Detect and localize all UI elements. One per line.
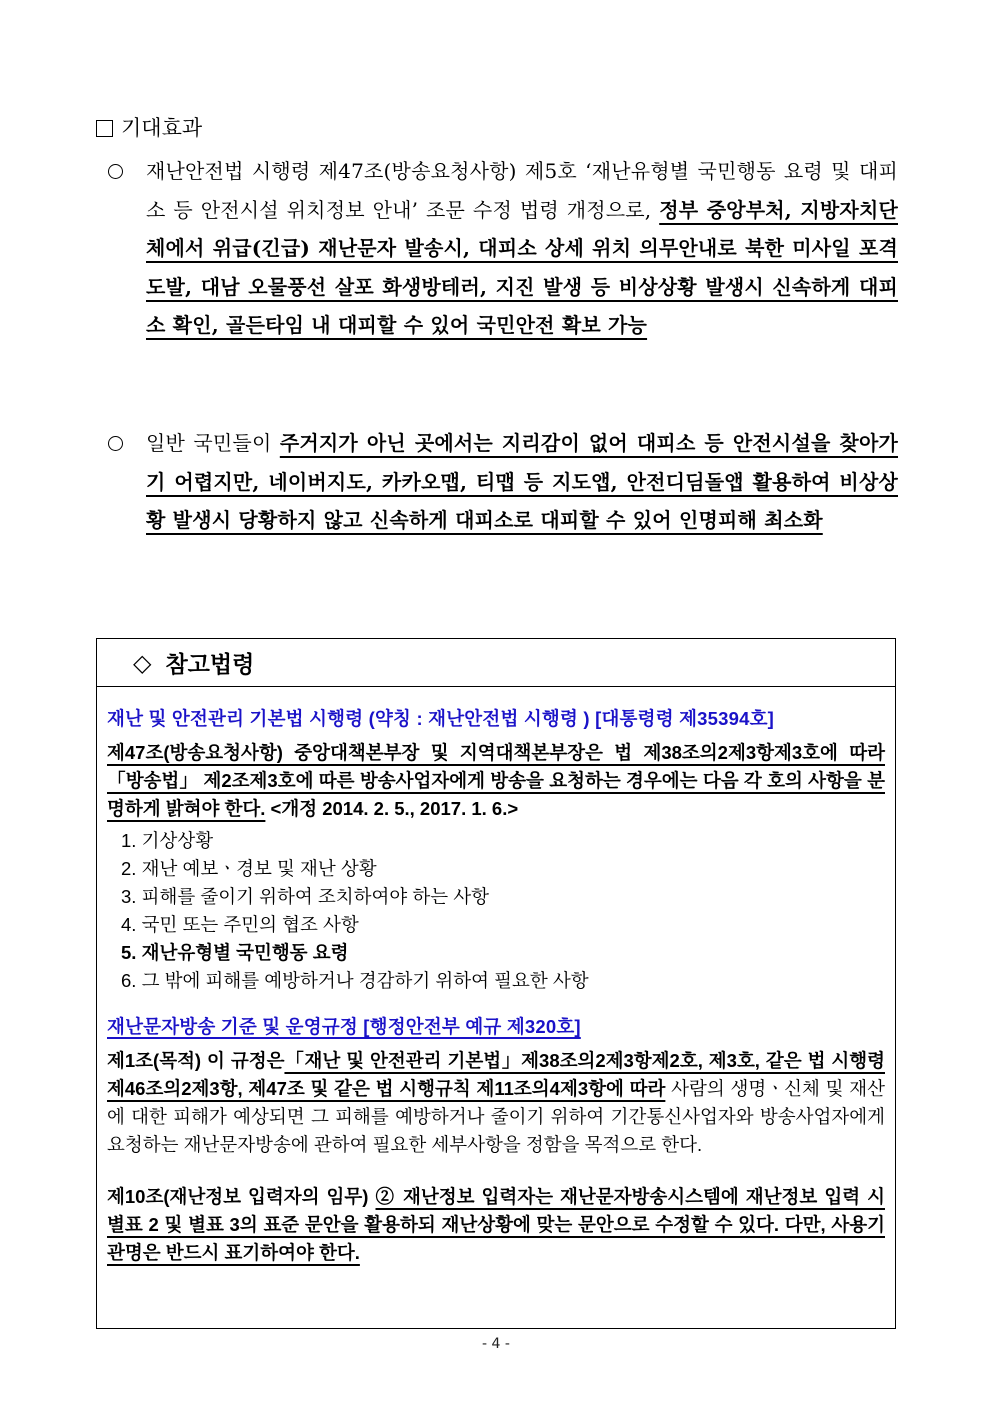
article-1-rest: 사람의 생명ㆍ신체 및 재산에 대한 피해가 예상되면 그 피해를 예방하거나 줄이기 위하여 기간통신사업자와 방송사업자에게 요청하는 재난문자방송에 관하여 필요한 세부사항을 정함을 목적으로 한다. bbox=[107, 1078, 885, 1155]
list-item: 6. 그 밖에 피해를 예방하거나 경감하기 위하여 필요한 사항 bbox=[121, 970, 589, 991]
reference-body bbox=[97, 687, 895, 1267]
list-item: 2. 재난 예보ㆍ경보 및 재난 상황 bbox=[121, 858, 377, 879]
list-item-highlighted: 5. 재난유형별 국민행동 요령 bbox=[121, 942, 349, 963]
article-1-lead: 제1조(목적) 이 규정은 bbox=[107, 1050, 285, 1071]
bullet-emphasis-text: 주거지가 아닌 곳에서는 지리감이 없어 대피소 등 안전시설을 찾아가기 어렵지만, 네이버지도, 카카오맵, 티맵 등 지도앱, 안전디딤돌앱 활용하여 비상상황 발생시 당황하지 않고 신속하게 대피소로 대피할 수 있어 인명피해 최소화 bbox=[146, 431, 898, 532]
circle-bullet-icon bbox=[108, 164, 123, 179]
bullet-paragraph bbox=[146, 152, 898, 345]
article-10 bbox=[107, 1183, 885, 1267]
bullet-lead-text: 일반 국민들이 bbox=[146, 431, 272, 455]
article-items-list bbox=[121, 827, 885, 995]
list-item: 1. 기상상황 bbox=[121, 830, 214, 851]
article-10-underlined: ② 재난정보 입력자는 재난문자방송시스템에 재난정보 입력 시 별표 2 및 별표 3의 표준 문안을 활용하되 재난상황에 맞는 문안으로 수정할 수 있다. 다만, 사용기관명은 반드시 표기하여야 한다. bbox=[107, 1186, 885, 1263]
bullet-paragraph bbox=[146, 424, 898, 540]
amendment-note: <개정 2014. 2. 5., 2017. 1. 6.> bbox=[265, 798, 519, 819]
list-item: 3. 피해를 줄이기 위하여 조치하여야 하는 사항 bbox=[121, 886, 489, 907]
diamond-icon: ◇ bbox=[133, 648, 152, 677]
bullet-lead-text: 재난안전법 시행령 제47조(방송요청사항) 제5호 ‘재난유형별 국민행동 요령 및 대피소 등 안전시설 위치정보 안내’ 조문 수정 법령 개정으로, bbox=[146, 159, 898, 222]
checkbox-square-icon bbox=[96, 120, 113, 137]
list-item: 4. 국민 또는 주민의 협조 사항 bbox=[121, 914, 359, 935]
law-title-enforcement-decree: 재난 및 안전관리 기본법 시행령 (약칭 : 재난안전법 시행령 ) [대통령령 제35394호] bbox=[107, 708, 775, 729]
reference-law-box bbox=[96, 638, 896, 1329]
circle-bullet-icon bbox=[108, 436, 123, 451]
article-1-underlined: 「재난 및 안전관리 기본법」제38조의2제3항제2호, 제3호, 같은 법 시행령 제46조의2제3항, 제47조 및 같은 법 시행규칙 제11조의4제3항에 따라 bbox=[107, 1050, 885, 1099]
page-number: - 4 - bbox=[482, 1336, 510, 1352]
reference-header bbox=[97, 639, 895, 687]
bullet-emphasis-text: 정부 중앙부처, 지방자치단체에서 위급(긴급) 재난문자 발송시, 대피소 상세 위치 의무안내로 북한 미사일 포격 도발, 대남 오물풍선 살포 화생방테러, 지진 발생 등 비상상황 발생시 신속하게 대피소 확인, 골든타임 내 대피할 수 있어 국민안전 확보 가능 bbox=[146, 197, 898, 337]
bullet-item bbox=[108, 424, 898, 540]
article-47-text: 제47조(방송요청사항) 중앙대책본부장 및 지역대책본부장은 법 제38조의2제3항제3호에 따라 「방송법」 제2조제3호에 따른 방송사업자에게 방송을 요청하는 경우에는 다음 각 호의 사항을 분명하게 밝혀야 한다. bbox=[107, 742, 885, 819]
reference-title: 참고법령 bbox=[165, 652, 255, 678]
bullet-item bbox=[108, 152, 898, 345]
article-10-lead: 제10조(재난정보 입력자의 임무) bbox=[107, 1186, 376, 1207]
law-title-disaster-text-regulation: 재난문자방송 기준 및 운영규정 [행정안전부 예규 제320호] bbox=[107, 1016, 581, 1037]
section-title: 기대효과 bbox=[121, 116, 203, 140]
section-heading bbox=[96, 113, 202, 143]
article-47 bbox=[107, 739, 885, 823]
article-1 bbox=[107, 1047, 885, 1159]
